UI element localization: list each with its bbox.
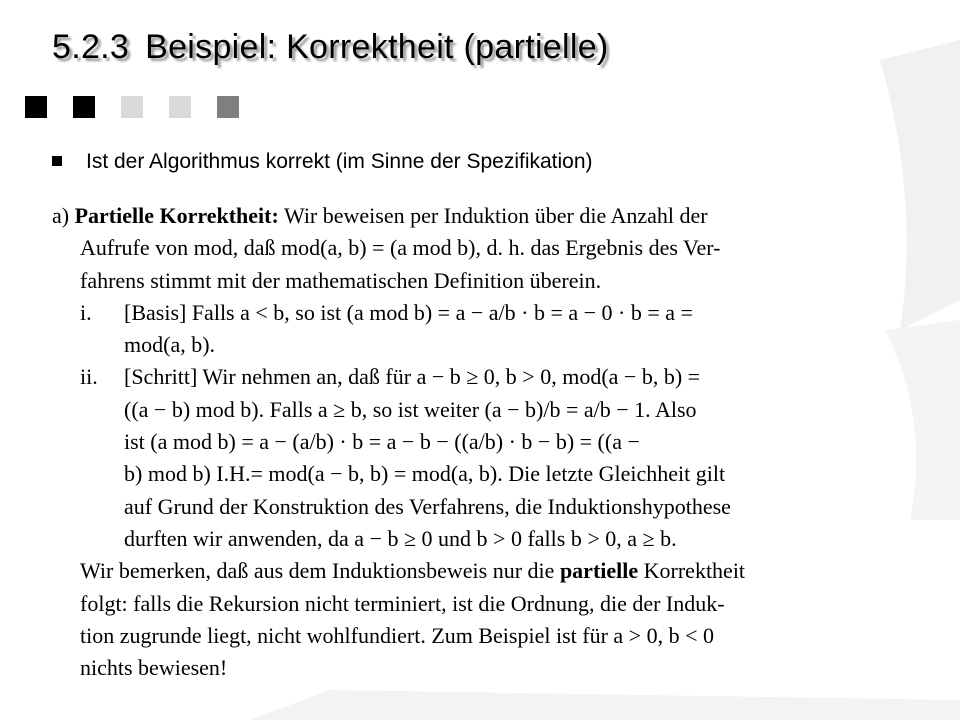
square-1 (25, 96, 47, 118)
title-text: Beispiel: Korrektheit (partielle) (145, 28, 609, 66)
basis-line-1 (52, 297, 816, 329)
step-text-1: [Schritt] Wir nehmen an, daß für a − b ≥ 0, b > 0, mod(a − b, b) = (124, 364, 701, 390)
section-label: a) (52, 203, 70, 228)
intro-line-2: Aufrufe von mod, daß mod(a, b) = (a mod b), d. h. das Ergebnis des Ver- (80, 235, 721, 261)
square-4 (169, 96, 191, 118)
square-5 (217, 96, 239, 118)
closing-bold: partielle (559, 558, 639, 584)
basis-line-2: mod(a, b). (124, 332, 216, 358)
page-title (52, 28, 609, 67)
scanned-proof-text (52, 200, 816, 684)
closing-prefix: Wir bemerken, daß aus dem Induktionsbeweis nur die (80, 558, 560, 584)
step-line-1 (52, 361, 816, 393)
closing-line-4: nichts bewiesen! (80, 655, 228, 681)
title-number: 5.2.3 (52, 28, 130, 66)
step-line-6: durften wir anwenden, da a − b ≥ 0 und b > 0 falls b > 0, a ≥ b. (124, 525, 677, 551)
square-3 (121, 96, 143, 118)
intro-line-1: Wir beweisen per Induktion über die Anzahl der (283, 203, 708, 228)
scan-line (52, 200, 816, 232)
square-2 (73, 96, 95, 118)
bullet-text: Ist der Algorithmus korrekt (im Sinne der Spezifikation) (86, 150, 593, 173)
closing-line-2: folgt: falls die Rekursion nicht terminiert, ist die Ordnung, die der Induk- (80, 590, 725, 616)
step-line-4: b) mod b) I.H.= mod(a − b, b) = mod(a, b). Die letzte Gleichheit gilt (124, 461, 726, 487)
bullet-item (52, 150, 593, 174)
intro-line-3: fahrens stimmt mit der mathematischen Definition überein. (80, 267, 602, 293)
step-line-3: ist (a mod b) = a − (a/b) · b = a − b − ((a/b) · b − b) = ((a − (124, 429, 640, 455)
closing-suffix: Korrektheit (638, 558, 746, 584)
bullet-square-icon (52, 156, 62, 166)
item-label-i: i. (80, 299, 92, 325)
closing-line-3: tion zugrunde liegt, nicht wohlfundiert. Zum Beispiel ist für a > 0, b < 0 (80, 622, 714, 648)
basis-text-1: [Basis] Falls a < b, so ist (a mod b) = a − a/b · b = a − 0 · b = a = (124, 299, 693, 325)
closing-line-1 (52, 555, 816, 587)
step-line-2: ((a − b) mod b). Falls a ≥ b, so ist weiter (a − b)/b = a/b − 1. Also (124, 396, 697, 422)
item-label-ii: ii. (80, 364, 98, 390)
section-heading: Partielle Korrektheit: (74, 203, 279, 228)
step-line-5: auf Grund der Konstruktion des Verfahrens, die Induktionshypothese (124, 493, 731, 519)
